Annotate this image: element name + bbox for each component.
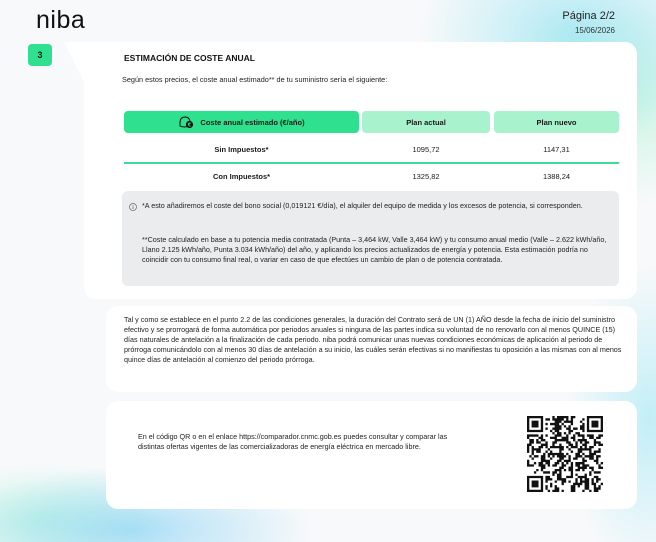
page-number: Página 2/2: [562, 10, 615, 22]
row-label: Sin Impuestos*: [214, 145, 269, 154]
euro-coins-icon: [178, 115, 194, 129]
row-divider: [124, 162, 619, 164]
qr-description: En el código QR o en el enlace https://comparador.cnmc.gob.es puedes consultar y comparar las distintas ofertas vigentes de las comercializadoras de energía eléctrica en mercado libre.: [138, 432, 448, 452]
row-label: Con Impuestos*: [212, 172, 271, 181]
qr-code-icon[interactable]: [527, 416, 603, 492]
contract-duration-text: Tal y como se establece en el punto 2.2 de las condiciones generales, la duración del Contrato será de UN (1) AÑO desde la fecha de inicio del suministro efectivo y se prorrogará de forma automática por periodos anuales si ninguna de las partes indica su voluntad de no renovarlo con al menos QUINCE (15) días naturales de antelación a la finalización de cada periodo. niba podrá comunicar unas nuevas condiciones económicas de aplicación al periodo de prórroga comunicándolo con al menos 30 días de antelación a su inicio, las cuáles serán efectivas si no manifiestas tu oposición a las mismas con al menos quince días de antelación al comienzo del periodo prórroga.: [124, 315, 622, 364]
row-current-value: 1095,72: [412, 145, 440, 154]
row-new-value: 1147,31: [543, 145, 570, 154]
table-header-current-plan: Plan actual: [362, 111, 490, 133]
note-social-bonus: *A esto añadiremos el coste del bono social (0,019121 €/día), el alquiler del equipo de medida y los excesos de potencia, si corresponden.: [142, 201, 583, 210]
svg-text:€: €: [188, 122, 192, 129]
info-icon: [129, 203, 137, 214]
table-header-new-plan: Plan nuevo: [494, 111, 619, 133]
table-row: [124, 141, 619, 161]
document-date: 15/06/2026: [574, 26, 615, 35]
note-calculation: **Coste calculado en base a tu potencia media contratada (Punta – 3,464 kW, Valle 3,464 kW) y tu consumo anual medio (Valle – 2.622 kWh/año, Llano 2.125 kWh/año, Punta 3.034 kWh/año) del año, y aplicando los precios actualizados de energía y potencia. Esta estimación podría no coincidir con tu consumo final real, o variar en caso de que efectúes un cambio de plan o de potencia contratada.: [142, 235, 607, 265]
notes-box: [122, 191, 619, 286]
table-header-cost-label: Coste anual estimado (€/año): [200, 117, 305, 127]
section-title: ESTIMACIÓN DE COSTE ANUAL: [124, 53, 255, 63]
table-row: [124, 168, 619, 188]
row-current-value: 1325,82: [412, 172, 440, 181]
section-intro: Según estos precios, el coste anual estimado** de tu suministro sería el siguiente:: [122, 75, 388, 84]
table-header-cost: [124, 111, 359, 133]
section-number-badge: 3: [28, 44, 52, 66]
row-new-value: 1388,24: [542, 172, 571, 181]
niba-logo: niba: [36, 6, 86, 34]
